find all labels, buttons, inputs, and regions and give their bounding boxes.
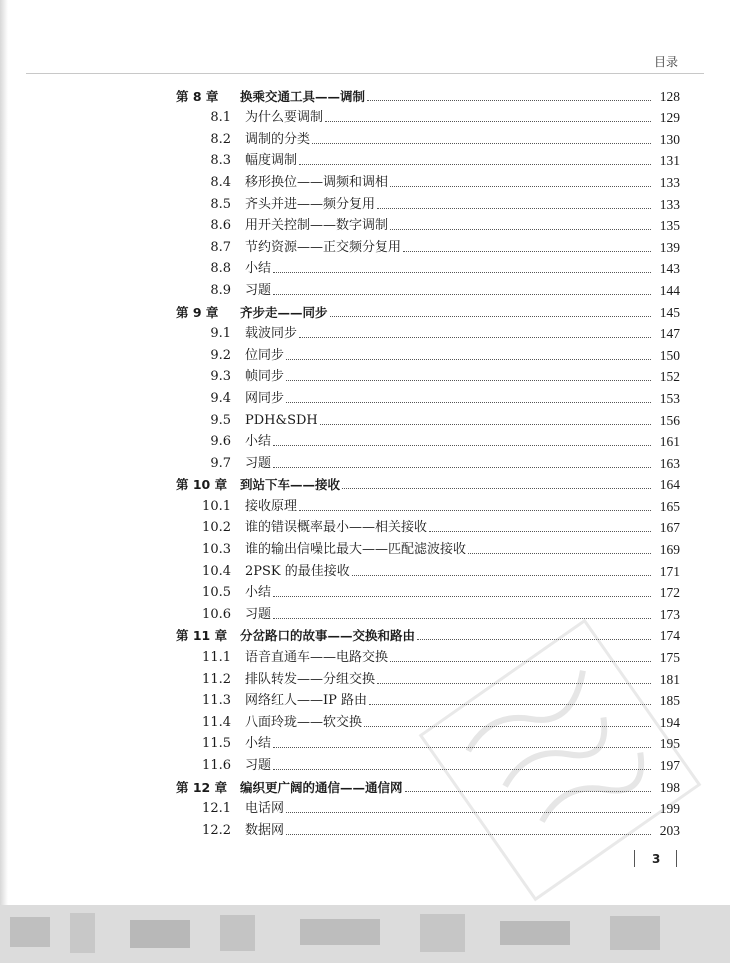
toc-entry-title: 齐步走——同步 bbox=[240, 304, 328, 320]
toc-entry-page: 199 bbox=[659, 801, 680, 817]
toc-entry-number: 10.4 bbox=[202, 563, 231, 579]
toc-entry-page: 173 bbox=[659, 606, 680, 622]
toc-entry-page: 150 bbox=[659, 347, 680, 363]
toc-entry-title: 网络红人——IP 路由 bbox=[245, 693, 368, 709]
toc-entry-page: 164 bbox=[659, 477, 680, 493]
dot-leader bbox=[286, 359, 651, 360]
toc-entry-title: 移形换位——调频和调相 bbox=[245, 174, 389, 190]
footer-bar-left bbox=[634, 850, 635, 867]
toc-entry-number: 第 12 章 bbox=[176, 779, 228, 795]
toc-entry-number: 10.2 bbox=[202, 520, 231, 536]
toc-entry-title: 分岔路口的故事——交换和路由 bbox=[240, 628, 416, 644]
toc-section-row[interactable] bbox=[176, 125, 680, 147]
dot-leader bbox=[273, 467, 651, 468]
dot-leader bbox=[367, 100, 651, 101]
toc-entry-number: 8.5 bbox=[210, 196, 231, 212]
dot-leader bbox=[342, 488, 651, 489]
toc-entry-number: 9.1 bbox=[210, 326, 231, 342]
toc-entry-title: 幅度调制 bbox=[245, 153, 298, 169]
toc-section-row[interactable] bbox=[176, 406, 680, 428]
footer-bar-right bbox=[676, 850, 677, 867]
toc-entry-number: 9.2 bbox=[210, 347, 231, 363]
toc-entry-page: 163 bbox=[659, 455, 680, 471]
toc-entry-title: 接收原理 bbox=[245, 498, 298, 514]
toc-section-row[interactable] bbox=[176, 233, 680, 255]
toc-entry-page: 203 bbox=[659, 822, 680, 838]
running-header: 目录 bbox=[653, 55, 678, 69]
dot-leader bbox=[273, 445, 651, 446]
toc-entry-page: 139 bbox=[659, 239, 680, 255]
toc-entry-number: 8.7 bbox=[210, 239, 231, 255]
toc-entry-page: 169 bbox=[659, 542, 680, 558]
toc-entry-number: 12.1 bbox=[202, 801, 231, 817]
toc-entry-page: 128 bbox=[659, 88, 680, 104]
toc-entry-title: 排队转发——分组交换 bbox=[245, 671, 376, 687]
dot-leader bbox=[286, 380, 651, 381]
toc-entry-page: 175 bbox=[659, 650, 680, 666]
toc-entry-number: 11.6 bbox=[202, 758, 231, 773]
toc-entry-number: 11.4 bbox=[202, 714, 231, 730]
toc-section-row[interactable] bbox=[176, 147, 680, 169]
toc-entry-number: 8.6 bbox=[210, 218, 231, 234]
toc-entry-number: 9.7 bbox=[210, 455, 231, 471]
toc-entry-page: 167 bbox=[659, 520, 680, 536]
toc-section-row[interactable] bbox=[176, 341, 680, 363]
toc-section-row[interactable] bbox=[176, 557, 680, 579]
toc-entry-page: 156 bbox=[659, 412, 680, 428]
toc-entry-title: 谁的输出信噪比最大——匹配滤波接收 bbox=[245, 542, 467, 558]
toc-entry-title: 小结 bbox=[245, 585, 272, 601]
toc-entry-number: 12.2 bbox=[202, 822, 231, 838]
toc-chapter-row[interactable] bbox=[176, 298, 680, 320]
toc-entry-number: 第 11 章 bbox=[176, 628, 228, 644]
toc-section-row[interactable] bbox=[176, 320, 680, 342]
dot-leader bbox=[299, 164, 651, 165]
toc-section-row[interactable] bbox=[176, 363, 680, 385]
dot-leader bbox=[377, 208, 651, 209]
toc-entry-number: 第 10 章 bbox=[176, 477, 228, 493]
toc-entry-title: 习题 bbox=[245, 758, 272, 773]
toc-entry-title: 语音直通车——电路交换 bbox=[245, 650, 389, 666]
toc-chapter-row[interactable] bbox=[176, 471, 680, 493]
toc-entry-number: 10.3 bbox=[202, 542, 231, 558]
toc-chapter-row[interactable] bbox=[176, 82, 680, 104]
toc-entry-title: 八面玲珑——软交换 bbox=[245, 714, 363, 730]
toc-entry-title: 调制的分类 bbox=[245, 131, 311, 147]
toc-entry-number: 11.3 bbox=[202, 693, 231, 709]
dot-leader bbox=[330, 316, 651, 317]
toc-entry-number: 8.2 bbox=[210, 131, 231, 147]
toc-entry-number: 8.1 bbox=[210, 110, 231, 126]
toc-section-row[interactable] bbox=[176, 384, 680, 406]
toc-entry-page: 143 bbox=[659, 261, 680, 277]
dot-leader bbox=[390, 229, 651, 230]
dot-leader bbox=[429, 531, 651, 532]
toc-entry-page: 195 bbox=[659, 736, 680, 752]
toc-entry-title: 习题 bbox=[245, 455, 272, 471]
dot-leader bbox=[312, 143, 651, 144]
toc-entry-page: 198 bbox=[659, 779, 680, 795]
toc-entry-title: 编织更广阔的通信——通信网 bbox=[240, 779, 403, 795]
toc-entry-page: 161 bbox=[659, 434, 680, 450]
dot-leader bbox=[468, 553, 651, 554]
toc-entry-number: 第 8 章 bbox=[176, 88, 219, 104]
toc-entry-page: 197 bbox=[659, 758, 680, 773]
toc-entry-page: 165 bbox=[659, 498, 680, 514]
toc-entry-number: 11.1 bbox=[202, 650, 231, 666]
toc-entry-page: 145 bbox=[659, 304, 680, 320]
toc-entry-title: 电话网 bbox=[245, 801, 285, 817]
toc-entry-number: 11.2 bbox=[202, 671, 231, 687]
toc-entry-number: 8.4 bbox=[210, 174, 231, 190]
toc-entry-number: 10.5 bbox=[202, 585, 231, 601]
toc-entry-page: 172 bbox=[659, 585, 680, 601]
page-number: 3 bbox=[652, 852, 661, 866]
toc-entry-page: 131 bbox=[659, 153, 680, 169]
dot-leader bbox=[273, 294, 651, 295]
toc-section-row[interactable] bbox=[176, 212, 680, 234]
toc-entry-page: 153 bbox=[659, 390, 680, 406]
toc-section-row[interactable] bbox=[176, 428, 680, 450]
toc-entry-number: 第 9 章 bbox=[176, 304, 219, 320]
toc-entry-title: 齐头并进——频分复用 bbox=[245, 196, 376, 212]
toc-entry-page: 181 bbox=[659, 671, 680, 687]
toc-entry-number: 8.9 bbox=[210, 282, 231, 298]
toc-entry-title: 小结 bbox=[245, 261, 272, 277]
toc-entry-number: 10.1 bbox=[202, 498, 231, 514]
toc-entry-title: 习题 bbox=[245, 282, 272, 298]
toc-section-row[interactable] bbox=[176, 514, 680, 536]
toc-entry-number: 11.5 bbox=[202, 736, 231, 752]
toc-entry-page: 147 bbox=[659, 326, 680, 342]
toc-entry-number: 10.6 bbox=[202, 606, 231, 622]
toc-entry-number: 9.4 bbox=[210, 390, 231, 406]
toc-section-row[interactable] bbox=[176, 535, 680, 557]
toc-entry-title: 谁的错误概率最小——相关接收 bbox=[245, 520, 428, 536]
toc-entry-number: 9.6 bbox=[210, 434, 231, 450]
dot-leader bbox=[273, 596, 651, 597]
toc-entry-page: 133 bbox=[659, 174, 680, 190]
dot-leader bbox=[299, 510, 651, 511]
toc-entry-page: 130 bbox=[659, 131, 680, 147]
toc-entry-title: 2PSK 的最佳接收 bbox=[245, 563, 350, 579]
toc-entry-page: 185 bbox=[659, 693, 680, 709]
toc-entry-page: 129 bbox=[659, 110, 680, 126]
toc-entry-page: 144 bbox=[659, 282, 680, 298]
toc-section-row[interactable] bbox=[176, 276, 680, 298]
toc-entry-number: 8.8 bbox=[210, 261, 231, 277]
toc-entry-title: 为什么要调制 bbox=[245, 110, 324, 126]
toc-entry-title: 位同步 bbox=[245, 347, 285, 363]
toc-entry-number: 9.3 bbox=[210, 369, 231, 385]
toc-entry-page: 171 bbox=[659, 563, 680, 579]
toc-section-row[interactable] bbox=[176, 579, 680, 601]
toc-entry-title: PDH&SDH bbox=[245, 412, 318, 428]
toc-section-row[interactable] bbox=[176, 104, 680, 126]
scan-edge-noise bbox=[0, 905, 730, 963]
toc-entry-title: 数据网 bbox=[245, 822, 285, 838]
dot-leader bbox=[273, 272, 651, 273]
toc-entry-page: 135 bbox=[659, 218, 680, 234]
toc-section-row[interactable] bbox=[176, 449, 680, 471]
toc-entry-title: 用开关控制——数字调制 bbox=[245, 218, 389, 234]
page-binding-shadow bbox=[0, 0, 8, 963]
toc-entry-page: 194 bbox=[659, 714, 680, 730]
toc-entry-title: 小结 bbox=[245, 736, 272, 752]
dot-leader bbox=[390, 186, 651, 187]
header-rule bbox=[26, 73, 704, 74]
toc-entry-title: 到站下车——接收 bbox=[240, 477, 341, 493]
dot-leader bbox=[352, 575, 651, 576]
toc-entry-title: 习题 bbox=[245, 606, 272, 622]
toc-entry-page: 152 bbox=[659, 369, 680, 385]
toc-entry-page: 174 bbox=[659, 628, 680, 644]
toc-entry-title: 帧同步 bbox=[245, 369, 285, 385]
toc-entry-title: 换乘交通工具——调制 bbox=[240, 88, 366, 104]
toc-section-row[interactable] bbox=[176, 492, 680, 514]
dot-leader bbox=[325, 121, 651, 122]
toc-section-row[interactable] bbox=[176, 168, 680, 190]
dot-leader bbox=[320, 424, 651, 425]
toc-entry-title: 小结 bbox=[245, 434, 272, 450]
toc-entry-title: 节约资源——正交频分复用 bbox=[245, 239, 402, 255]
toc-entry-page: 133 bbox=[659, 196, 680, 212]
toc-entry-title: 网同步 bbox=[245, 390, 285, 406]
toc-section-row[interactable] bbox=[176, 255, 680, 277]
dot-leader bbox=[403, 251, 651, 252]
dot-leader bbox=[299, 337, 651, 338]
toc-section-row[interactable] bbox=[176, 190, 680, 212]
toc-entry-title: 载波同步 bbox=[245, 326, 298, 342]
toc-entry-number: 9.5 bbox=[210, 412, 231, 428]
dot-leader bbox=[286, 402, 651, 403]
toc-entry-number: 8.3 bbox=[210, 153, 231, 169]
